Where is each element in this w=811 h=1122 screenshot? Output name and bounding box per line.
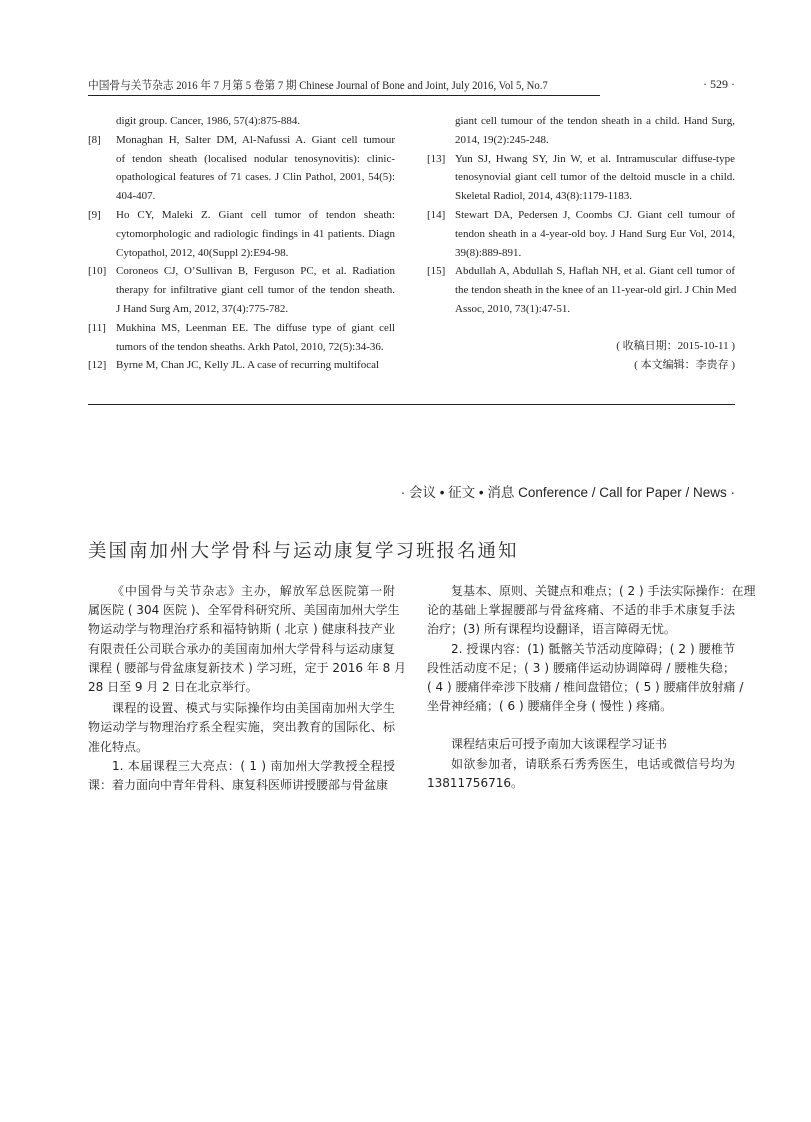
paragraph	[88, 582, 407, 697]
paragraph-line: 复基本、原则、关键点和难点；( 2 ) 手法实际操作：在理	[451, 584, 756, 598]
paragraph-line: 属医院 ( 304 医院 )、全军骨科研究所、美国南加州大学生	[88, 603, 400, 618]
reference-line: Monaghan H, Salter DM, Al-Nafussi A. Giant cell tumour	[116, 133, 395, 146]
reference-number: [10]	[88, 265, 107, 278]
reference-number: [12]	[88, 359, 107, 372]
paragraph-line: 有限责任公司联合承办的美国南加州大学骨科与运动康复	[88, 641, 395, 656]
reference-number: [14]	[427, 208, 446, 221]
reference-line: tumors of the tendon sheaths. Arkh Patol, 2010, 72(5):34-36.	[116, 340, 384, 353]
paragraph-line: 课：着力面向中青年骨科、康复科医师讲授腰部与骨盆康	[88, 777, 389, 792]
reference-line: cytomorphologic and radiologic findings in 41 patients. Diagn	[116, 227, 395, 240]
page-number: · 529 ·	[703, 77, 735, 91]
paragraph	[427, 735, 735, 754]
reference-item	[88, 319, 395, 357]
notice-body-right	[427, 582, 756, 793]
reference-item	[88, 112, 395, 131]
reference-item	[88, 356, 395, 375]
reference-line: Assoc, 2010, 73(1):47-51.	[455, 302, 571, 315]
paragraph-line: 段性活动度不足；( 3 ) 腰痛伴运动协调障碍 / 腰椎失稳；	[427, 660, 735, 675]
paragraph-line: 课程 ( 腰部与骨盆康复新技术 ) 学习班，定于 2016 年 8 月	[88, 660, 407, 675]
section-heading: · 会议 • 征文 • 消息 Conference / Call for Paper / News ·	[400, 485, 735, 500]
paragraph-line: 2. 授课内容：(1) 骶髂关节活动度障碍；( 2 ) 腰椎节	[451, 641, 735, 656]
reference-item	[427, 112, 735, 150]
reference-line: Stewart DA, Pedersen J, Coombs CJ. Giant cell tumour of	[455, 208, 735, 221]
reference-line: Byrne M, Chan JC, Kelly JL. A case of recurring multifocal	[116, 359, 380, 372]
reference-item	[88, 131, 395, 206]
reference-number: [11]	[88, 321, 106, 334]
paragraph-line: 坐骨神经痛；( 6 ) 腰痛伴全身 ( 慢性 ) 疼痛。	[427, 699, 673, 714]
reference-line: 39(8):889-891.	[455, 246, 522, 259]
header-rule	[88, 95, 600, 96]
reference-line: digit group. Cancer, 1986, 57(4):875-884.	[116, 115, 301, 127]
paragraph-line: 1. 本届课程三大亮点：( 1 ) 南加州大学教授全程授	[112, 758, 395, 773]
reference-item	[427, 206, 735, 262]
paragraph	[427, 755, 735, 793]
reference-line: J Hand Surg Am, 2012, 37(4):775-782.	[116, 302, 289, 315]
paragraph-line: ( 4 ) 腰痛伴牵涉下肢痛 / 椎间盘错位；( 5 ) 腰痛伴放射痛 /	[427, 679, 744, 694]
reference-item	[427, 150, 735, 206]
reference-line: 2014, 19(2):245-248.	[455, 133, 549, 146]
reference-number: [13]	[427, 152, 446, 165]
paragraph-line: 准化特点。	[88, 739, 149, 754]
editor-note: ( 本文编辑：李贵存 )	[634, 358, 735, 371]
reference-item	[88, 262, 395, 318]
paragraph-line: 《中国骨与关节杂志》主办，解放军总医院第一附	[112, 584, 395, 598]
reference-line: therapy for infiltrative giant cell tumor of the tendon sheath.	[116, 284, 395, 297]
references-right-column	[427, 112, 735, 319]
paragraph-line: 课程结束后可授予南加大该课程学习证书	[451, 737, 668, 752]
received-date: ( 收稿日期：2015-10-11 )	[616, 340, 735, 352]
paragraph	[88, 699, 395, 757]
reference-line: giant cell tumour of the tendon sheath in a child. Hand Surg,	[455, 115, 735, 127]
reference-line: Abdullah A, Abdullah S, Haflah NH, et al. Giant cell tumor of	[455, 265, 735, 278]
reference-line: Cytopathol, 2012, 40(Suppl 2):E94-98.	[116, 246, 289, 259]
paragraph-line: 物运动学与物理治疗系和福特钠斯 ( 北京 ) 健康科技产业	[88, 622, 395, 637]
reference-line: Mukhina MS, Leenman EE. The diffuse type of giant cell	[116, 321, 395, 334]
reference-line: 404-407.	[116, 190, 156, 203]
reference-number: [8]	[88, 133, 101, 146]
notice-title: 美国南加州大学骨科与运动康复学习班报名通知	[88, 541, 519, 562]
reference-item	[88, 206, 395, 262]
reference-line: the tendon sheath in the knee of an 11-year-old girl. J Chin Med	[455, 284, 737, 297]
paragraph-line: 论的基础上掌握腰部与骨盆疼痛、不适的非手术康复手法	[427, 603, 735, 618]
journal-header: 中国骨与关节杂志 2016 年 7 月第 5 卷第 7 期 Chinese Journal of Bone and Joint, July 2016, Vol 5, No.7	[88, 80, 548, 92]
section-divider	[88, 404, 735, 405]
reference-line: Skeletal Radiol, 2014, 43(8):1179-1183.	[455, 190, 632, 203]
reference-line: tenosynovial giant cell tumor of the deltoid muscle in a child.	[455, 171, 735, 184]
reference-item	[427, 262, 735, 318]
paragraph	[427, 582, 756, 640]
reference-line: Coroneos CJ, O’Sullivan B, Ferguson PC, et al. Radiation	[116, 265, 395, 278]
reference-line: Ho CY, Maleki Z. Giant cell tumor of tendon sheath:	[116, 208, 395, 221]
paragraph	[427, 640, 744, 717]
reference-number: [9]	[88, 208, 101, 221]
references-left-column	[88, 112, 395, 375]
reference-line: Yun SJ, Hwang SY, Jin W, et al. Intramuscular diffuse-type	[455, 152, 735, 165]
reference-number: [15]	[427, 265, 446, 278]
paragraph-line: 物运动学与物理治疗系全程实施，突出教育的国际化、标	[88, 720, 395, 735]
reference-line: opathological features of 71 cases. J Clin Pathol, 2001, 54(5):	[116, 171, 395, 184]
paragraph-line: 28 日至 9 月 2 日在北京举行。	[88, 679, 258, 694]
paragraph-line: 如欲参加者，请联系石秀秀医生，电话或微信号均为	[451, 756, 735, 771]
notice-body-left	[88, 582, 407, 795]
article-notes	[427, 337, 735, 375]
paragraph	[88, 757, 395, 795]
reference-line: of tendon sheath (localised nodular tenosynovitis): clinic-	[116, 152, 395, 165]
paragraph-line: 治疗；(3) 所有课程均设翻译，语言障碍无忧。	[427, 622, 676, 637]
paragraph-line: 课程的设置、模式与实际操作均由美国南加州大学生	[112, 701, 395, 716]
reference-line: tendon sheath in a 4-year-old boy. J Hand Surg Eur Vol, 2014,	[455, 227, 735, 240]
paragraph-line: 13811756716。	[427, 775, 523, 790]
